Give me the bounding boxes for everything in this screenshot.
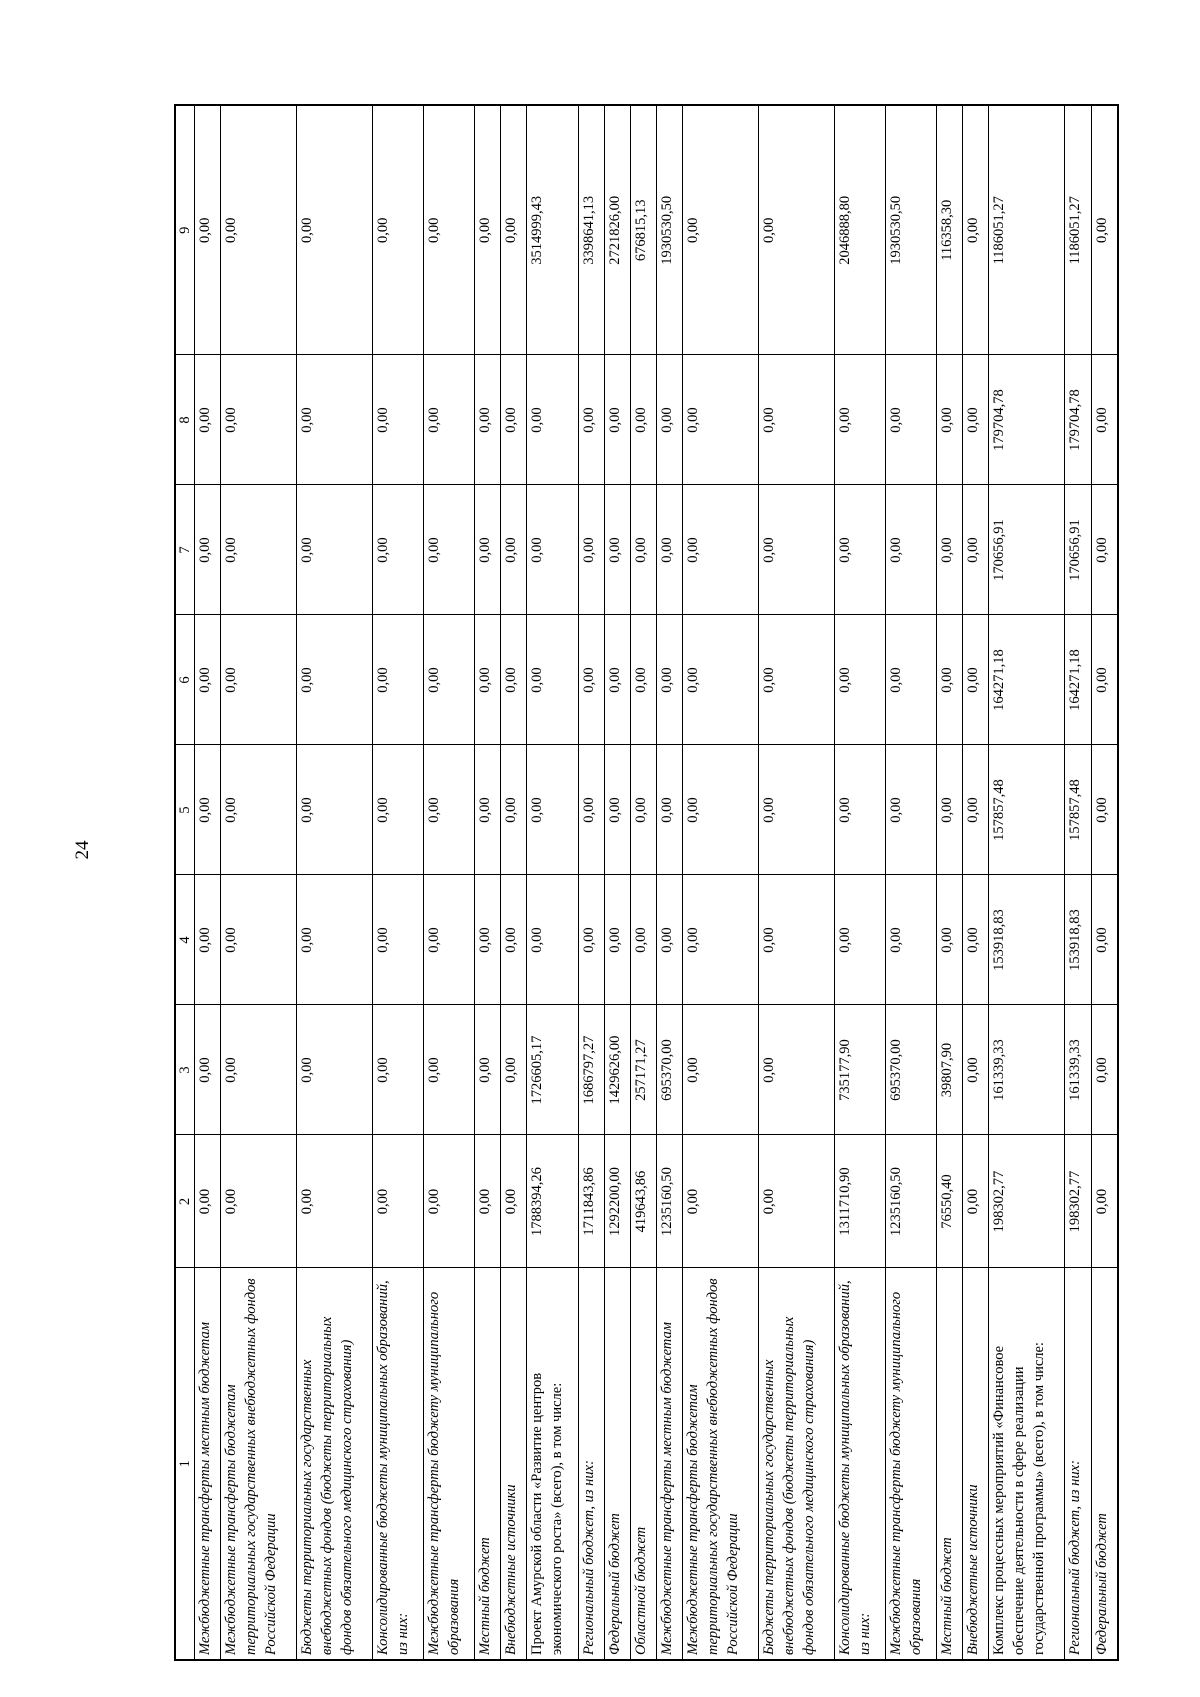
value-cell: 0,00 [937,615,963,745]
value-cell: 0,00 [424,1135,475,1268]
table-row [656,105,682,1660]
value-cell: 0,00 [963,105,989,355]
value-cell: 0,00 [835,615,886,745]
value-cell: 0,00 [578,875,604,1005]
column-number-row [175,105,195,1660]
value-cell: 1292200,00 [604,1135,630,1268]
value-cell: 735177,90 [835,1005,886,1135]
value-cell: 0,00 [221,355,297,485]
value-cell: 0,00 [963,615,989,745]
value-cell: 0,00 [501,485,527,615]
row-label: Межбюджетные трансферты местным бюджетам [656,1268,682,1660]
value-cell: 0,00 [759,105,835,355]
value-cell: 1429626,00 [604,1005,630,1135]
value-cell: 0,00 [630,615,656,745]
row-label: Региональный бюджет, из них: [1065,1268,1091,1660]
value-cell: 0,00 [759,355,835,485]
value-cell: 0,00 [963,355,989,485]
value-cell: 0,00 [501,745,527,875]
value-cell: 0,00 [683,745,759,875]
value-cell: 0,00 [937,485,963,615]
value-cell: 1186051,27 [1065,105,1091,355]
value-cell: 0,00 [886,615,937,745]
value-cell: 0,00 [683,1135,759,1268]
value-cell: 0,00 [501,875,527,1005]
value-cell: 0,00 [963,1005,989,1135]
value-cell: 0,00 [195,1135,221,1268]
value-cell: 0,00 [886,485,937,615]
row-label: Внебюджетные источники [501,1268,527,1660]
value-cell: 0,00 [1091,1005,1118,1135]
table-row [373,105,424,1660]
value-cell: 0,00 [424,355,475,485]
value-cell: 0,00 [501,615,527,745]
value-cell: 0,00 [656,485,682,615]
value-cell: 164271,18 [989,615,1065,745]
value-cell: 257171,27 [630,1005,656,1135]
value-cell: 3398641,13 [578,105,604,355]
value-cell: 153918,83 [1065,875,1091,1005]
value-cell: 0,00 [221,485,297,615]
value-cell: 0,00 [886,875,937,1005]
row-label: Межбюджетные трансферты бюджету муниципального образования [424,1268,475,1660]
value-cell: 0,00 [1091,485,1118,615]
value-cell: 0,00 [373,745,424,875]
table-header [175,105,195,1660]
value-cell: 0,00 [604,615,630,745]
value-cell: 0,00 [578,355,604,485]
table-row [195,105,221,1660]
value-cell: 0,00 [373,875,424,1005]
value-cell: 676815,13 [630,105,656,355]
value-cell: 0,00 [527,615,578,745]
value-cell: 198302,77 [1065,1135,1091,1268]
value-cell: 0,00 [475,1005,501,1135]
value-cell: 0,00 [683,1005,759,1135]
value-cell: 0,00 [373,355,424,485]
value-cell: 0,00 [1091,875,1118,1005]
value-cell: 0,00 [683,485,759,615]
value-cell: 0,00 [501,105,527,355]
value-cell: 0,00 [886,355,937,485]
value-cell: 1711843,86 [578,1135,604,1268]
value-cell: 0,00 [656,615,682,745]
value-cell: 0,00 [424,745,475,875]
table-body [195,105,1119,1660]
value-cell: 1930530,50 [886,105,937,355]
value-cell: 0,00 [886,745,937,875]
value-cell: 1311710,90 [835,1135,886,1268]
value-cell: 0,00 [1091,615,1118,745]
row-label: Федеральный бюджет [1091,1268,1118,1660]
value-cell: 0,00 [759,485,835,615]
value-cell: 0,00 [683,875,759,1005]
value-cell: 116358,30 [937,105,963,355]
table-row [630,105,656,1660]
value-cell: 1930530,50 [656,105,682,355]
column-number-header: 7 [175,485,195,615]
value-cell: 695370,00 [886,1005,937,1135]
value-cell: 0,00 [195,1005,221,1135]
value-cell: 179704,78 [1065,355,1091,485]
table-row [683,105,759,1660]
value-cell: 1235160,50 [886,1135,937,1268]
value-cell: 0,00 [475,105,501,355]
table-row [297,105,373,1660]
row-label: Региональный бюджет, из них: [578,1268,604,1660]
row-label: Межбюджетные трансферты бюджету муниципального образования [886,1268,937,1660]
value-cell: 170656,91 [989,485,1065,615]
value-cell: 0,00 [527,875,578,1005]
value-cell: 0,00 [424,105,475,355]
value-cell: 0,00 [759,1005,835,1135]
value-cell: 0,00 [475,1135,501,1268]
value-cell: 0,00 [835,485,886,615]
value-cell: 0,00 [373,1135,424,1268]
value-cell: 0,00 [501,355,527,485]
value-cell: 0,00 [963,745,989,875]
value-cell: 0,00 [195,745,221,875]
table-row [578,105,604,1660]
value-cell: 0,00 [759,615,835,745]
column-number-header: 3 [175,1005,195,1135]
value-cell: 170656,91 [1065,485,1091,615]
row-label: Федеральный бюджет [604,1268,630,1660]
value-cell: 0,00 [963,1135,989,1268]
budget-table [174,104,1119,1661]
value-cell: 0,00 [297,355,373,485]
value-cell: 157857,48 [989,745,1065,875]
value-cell: 0,00 [501,1005,527,1135]
value-cell: 1726605,17 [527,1005,578,1135]
value-cell: 0,00 [373,105,424,355]
value-cell: 0,00 [604,875,630,1005]
row-label: Местный бюджет [937,1268,963,1660]
value-cell: 0,00 [475,355,501,485]
value-cell: 179704,78 [989,355,1065,485]
value-cell: 0,00 [604,355,630,485]
row-label: Межбюджетные трансферты бюджетам территориальных государственных внебюджетных фондов Российской Федерации [221,1268,297,1660]
row-label: Консолидированные бюджеты муниципальных образований, из них: [373,1268,424,1660]
value-cell: 0,00 [604,485,630,615]
value-cell: 0,00 [221,1005,297,1135]
value-cell: 0,00 [221,1135,297,1268]
row-label: Проект Амурской области «Развитие центров экономического роста» (всего), в том числе: [527,1268,578,1660]
value-cell: 1235160,50 [656,1135,682,1268]
value-cell: 0,00 [630,355,656,485]
value-cell: 76550,40 [937,1135,963,1268]
value-cell: 0,00 [630,745,656,875]
column-number-header: 1 [175,1268,195,1660]
value-cell: 0,00 [475,875,501,1005]
value-cell: 0,00 [578,745,604,875]
table-row [501,105,527,1660]
table-row [835,105,886,1660]
value-cell: 0,00 [759,875,835,1005]
value-cell: 0,00 [297,105,373,355]
value-cell: 0,00 [683,105,759,355]
value-cell: 0,00 [297,745,373,875]
value-cell: 0,00 [297,615,373,745]
row-label: Внебюджетные источники [963,1268,989,1660]
value-cell: 0,00 [297,485,373,615]
value-cell: 0,00 [424,1005,475,1135]
column-number-header: 2 [175,1135,195,1268]
table-row [527,105,578,1660]
value-cell: 0,00 [578,485,604,615]
value-cell: 1186051,27 [989,105,1065,355]
value-cell: 695370,00 [656,1005,682,1135]
value-cell: 0,00 [297,1005,373,1135]
value-cell: 0,00 [656,745,682,875]
page-number: 24 [72,840,93,860]
value-cell: 0,00 [424,485,475,615]
value-cell: 0,00 [195,485,221,615]
value-cell: 0,00 [297,1135,373,1268]
row-label: Комплекс процессных мероприятий «Финансовое обеспечение деятельности в сфере реализации государственной программы» (всего), в том числе: [989,1268,1065,1660]
table-row [475,105,501,1660]
value-cell: 0,00 [759,745,835,875]
value-cell: 2046888,80 [835,105,886,355]
value-cell: 39807,90 [937,1005,963,1135]
value-cell: 0,00 [501,1135,527,1268]
value-cell: 0,00 [937,355,963,485]
value-cell: 0,00 [221,105,297,355]
table-row [1065,105,1091,1660]
value-cell: 0,00 [683,355,759,485]
value-cell: 0,00 [1091,355,1118,485]
column-number-header: 6 [175,615,195,745]
value-cell: 0,00 [630,485,656,615]
value-cell: 0,00 [759,1135,835,1268]
row-label: Консолидированные бюджеты муниципальных образований, из них: [835,1268,886,1660]
table-row [424,105,475,1660]
value-cell: 0,00 [195,355,221,485]
value-cell: 0,00 [475,745,501,875]
value-cell: 0,00 [835,745,886,875]
value-cell: 0,00 [195,105,221,355]
value-cell: 0,00 [424,615,475,745]
column-number-header: 9 [175,105,195,355]
value-cell: 0,00 [963,875,989,1005]
row-label: Межбюджетные трансферты бюджетам территориальных государственных внебюджетных фондов Российской Федерации [683,1268,759,1660]
value-cell: 0,00 [527,355,578,485]
row-label: Межбюджетные трансферты местным бюджетам [195,1268,221,1660]
column-number-header: 5 [175,745,195,875]
value-cell: 0,00 [578,615,604,745]
value-cell: 0,00 [221,875,297,1005]
row-label: Областной бюджет [630,1268,656,1660]
value-cell: 3514999,43 [527,105,578,355]
value-cell: 0,00 [963,485,989,615]
value-cell: 0,00 [1091,1135,1118,1268]
value-cell: 1686797,27 [578,1005,604,1135]
value-cell: 0,00 [221,615,297,745]
value-cell: 419643,86 [630,1135,656,1268]
value-cell: 0,00 [527,745,578,875]
value-cell: 0,00 [683,615,759,745]
value-cell: 0,00 [1091,105,1118,355]
value-cell: 0,00 [221,745,297,875]
value-cell: 161339,33 [989,1005,1065,1135]
value-cell: 0,00 [1091,745,1118,875]
value-cell: 153918,83 [989,875,1065,1005]
value-cell: 1788394,26 [527,1135,578,1268]
table-row [1091,105,1118,1660]
column-number-header: 8 [175,355,195,485]
rotated-table-container [174,195,1200,1661]
value-cell: 0,00 [475,485,501,615]
row-label: Местный бюджет [475,1268,501,1660]
value-cell: 0,00 [937,745,963,875]
value-cell: 0,00 [297,875,373,1005]
value-cell: 0,00 [630,875,656,1005]
row-label: Бюджеты территориальных государственных внебюджетных фондов (бюджеты территориальных фондов обязательного медицинского страхования) [759,1268,835,1660]
table-row [989,105,1065,1660]
table-row [937,105,963,1660]
value-cell: 0,00 [195,875,221,1005]
value-cell: 164271,18 [1065,615,1091,745]
row-label: Бюджеты территориальных государственных внебюджетных фондов (бюджеты территориальных фондов обязательного медицинского страхования) [297,1268,373,1660]
value-cell: 0,00 [656,355,682,485]
value-cell: 157857,48 [1065,745,1091,875]
value-cell: 0,00 [475,615,501,745]
value-cell: 0,00 [373,1005,424,1135]
value-cell: 161339,33 [1065,1005,1091,1135]
table-row [963,105,989,1660]
value-cell: 0,00 [527,485,578,615]
table-row [886,105,937,1660]
value-cell: 0,00 [424,875,475,1005]
value-cell: 2721826,00 [604,105,630,355]
table-row [604,105,630,1660]
table-row [221,105,297,1660]
value-cell: 0,00 [604,745,630,875]
value-cell: 0,00 [195,615,221,745]
column-number-header: 4 [175,875,195,1005]
value-cell: 0,00 [373,485,424,615]
value-cell: 0,00 [656,875,682,1005]
value-cell: 198302,77 [989,1135,1065,1268]
table-row [759,105,835,1660]
value-cell: 0,00 [835,355,886,485]
value-cell: 0,00 [373,615,424,745]
value-cell: 0,00 [937,875,963,1005]
value-cell: 0,00 [835,875,886,1005]
